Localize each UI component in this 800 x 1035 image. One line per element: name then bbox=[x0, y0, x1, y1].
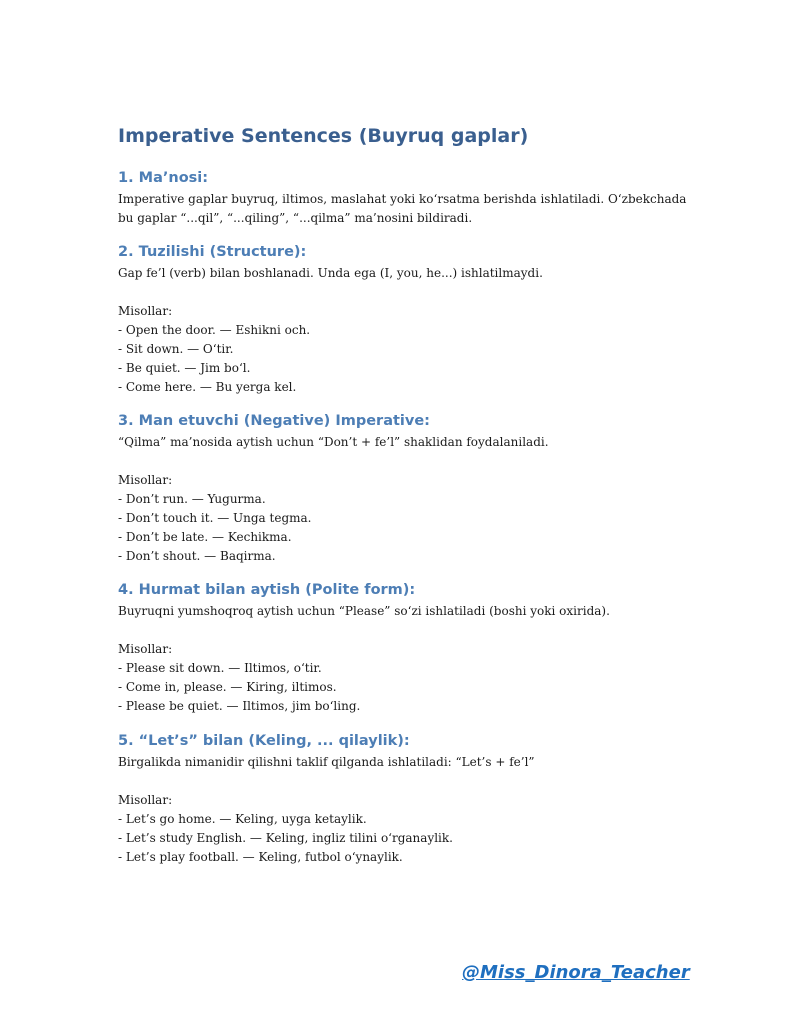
list-item: - Sit down. — O‘tir. bbox=[118, 342, 234, 356]
list-item: - Let’s play football. — Keling, futbol o‘ynaylik. bbox=[118, 850, 403, 864]
section-polite bbox=[118, 582, 698, 716]
section-heading: 1. Ma’nosi: bbox=[118, 170, 209, 186]
section-heading: 3. Man etuvchi (Negative) Imperative: bbox=[118, 413, 430, 429]
section-heading: 5. “Let’s” bilan (Keling, ... qilaylik): bbox=[118, 733, 410, 749]
list-item: - Let’s go home. — Keling, uyga ketaylik. bbox=[118, 812, 367, 826]
section-negative bbox=[118, 413, 698, 566]
section-text: Imperative gaplar buyruq, iltimos, maslahat yoki ko‘rsatma berishda ishlatiladi. O‘zbekchada bu gaplar “...qil”, “...qiling”, “...qilma” ma’nosini bildiradi. bbox=[118, 192, 687, 225]
section-meaning bbox=[118, 170, 698, 228]
examples-label: Misollar: bbox=[118, 793, 173, 807]
section-text: Gap fe’l (verb) bilan boshlanadi. Unda ega (I, you, he...) ishlatilmaydi. bbox=[118, 266, 543, 280]
list-item: - Come in, please. — Kiring, iltimos. bbox=[118, 680, 337, 694]
examples-label: Misollar: bbox=[118, 304, 173, 318]
list-item: - Don’t touch it. — Unga tegma. bbox=[118, 511, 312, 525]
list-item: - Come here. — Bu yerga kel. bbox=[118, 380, 297, 394]
list-item: - Please sit down. — Iltimos, o‘tir. bbox=[118, 661, 322, 675]
section-structure bbox=[118, 244, 698, 397]
section-text: Buyruqni yumshoqroq aytish uchun “Please” so‘zi ishlatiladi (boshi yoki oxirida). bbox=[118, 604, 610, 618]
list-item: - Please be quiet. — Iltimos, jim bo‘ling. bbox=[118, 699, 361, 713]
list-item: - Don’t shout. — Baqirma. bbox=[118, 549, 276, 563]
section-text: “Qilma” ma’nosida aytish uchun “Don’t + fe’l” shaklidan foydalaniladi. bbox=[118, 435, 549, 449]
section-heading: 2. Tuzilishi (Structure): bbox=[118, 244, 307, 260]
examples-label: Misollar: bbox=[118, 473, 173, 487]
list-item: - Don’t run. — Yugurma. bbox=[118, 492, 266, 506]
list-item: - Be quiet. — Jim bo‘l. bbox=[118, 361, 251, 375]
section-lets bbox=[118, 733, 698, 867]
list-item: - Don’t be late. — Kechikma. bbox=[118, 530, 292, 544]
section-text: Birgalikda nimanidir qilishni taklif qilganda ishlatiladi: “Let’s + fe’l” bbox=[118, 755, 535, 769]
author-handle-link[interactable]: @Miss_Dinora_Teacher bbox=[462, 962, 690, 983]
list-item: - Let’s study English. — Keling, ingliz tilini o‘rganaylik. bbox=[118, 831, 453, 845]
list-item: - Open the door. — Eshikni och. bbox=[118, 323, 311, 337]
examples-label: Misollar: bbox=[118, 642, 173, 656]
page-title: Imperative Sentences (Buyruq gaplar) bbox=[118, 125, 529, 147]
section-heading: 4. Hurmat bilan aytish (Polite form): bbox=[118, 582, 416, 598]
